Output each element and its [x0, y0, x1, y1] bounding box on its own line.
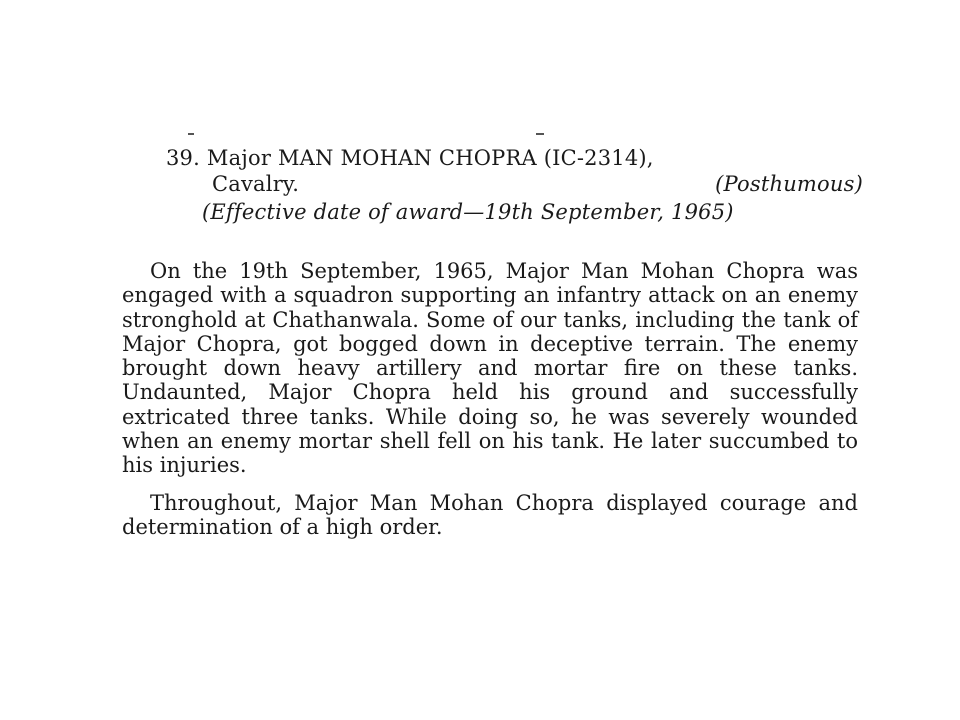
- regiment-label: Cavalry.: [212, 172, 300, 196]
- posthumous-label: (Posthumous): [715, 172, 863, 196]
- citation-heading: 39. Major MAN MOHAN CHOPRA (IC-2314),: [166, 146, 654, 170]
- citation-paragraph: Throughout, Major Man Mohan Chopra displayed courage and determination of a high order.: [122, 491, 858, 540]
- effective-date: (Effective date of award—19th September, 1965): [202, 200, 734, 224]
- citation-paragraph: On the 19th September, 1965, Major Man Mohan Chopra was engaged with a squadron supporting an infantry attack on an enemy stronghold at Chathanwala. Some of our tanks, including the tank of Major Chopra, got bogged down in deceptive terrain. The enemy brought down heavy artillery and mortar fire on these tanks. Undaunted, Major Chopra held his ground and successfully extricated three tanks. While doing so, he was severely wounded when an enemy mortar shell fell on his tank. He later succumbed to his injuries.: [122, 259, 858, 478]
- scan-speck: [536, 133, 544, 135]
- scan-speck: [188, 133, 194, 135]
